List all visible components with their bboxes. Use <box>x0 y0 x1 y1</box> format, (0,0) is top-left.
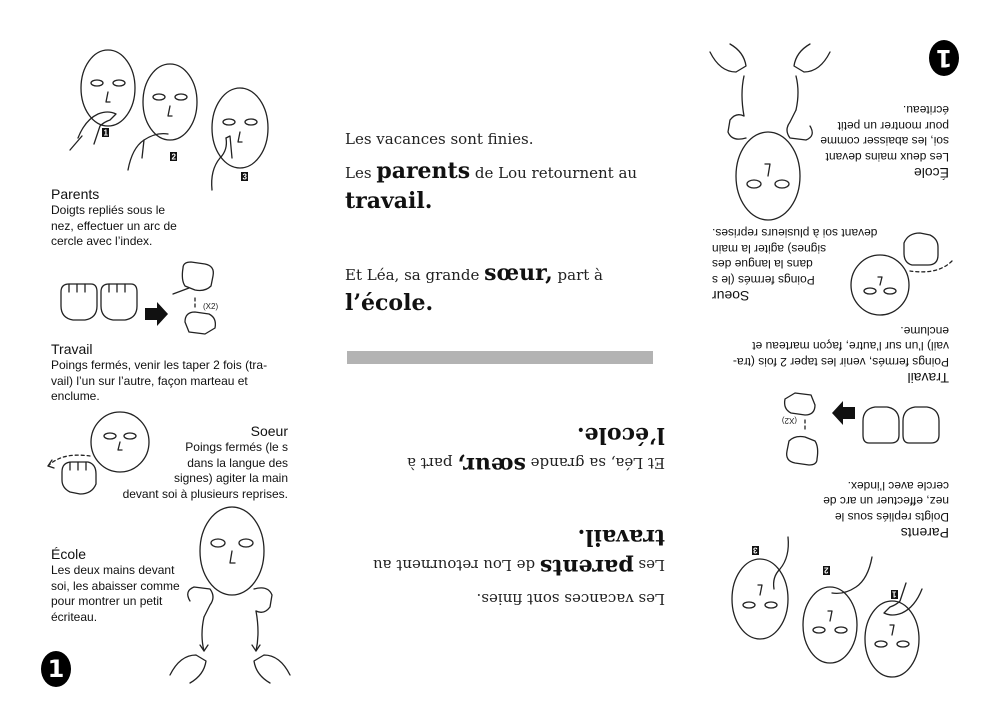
hand-sign-icon <box>61 284 137 320</box>
story-fragment: de Lou retournent au <box>372 556 540 574</box>
mask-face-icon <box>732 559 788 639</box>
soeur-description-line: signes) agiter la main <box>712 242 827 256</box>
arrow-right-icon <box>832 401 855 425</box>
travail-sign <box>717 323 949 387</box>
parents-title: Parents <box>51 186 100 202</box>
ecole-sign <box>51 546 191 625</box>
story-line <box>345 450 665 478</box>
story-fragment: de Lou retournent au <box>470 164 638 182</box>
travail-sign-illustration <box>745 393 945 465</box>
mask-face-icon <box>865 601 919 677</box>
page-number-badge: 1 <box>41 651 71 687</box>
soeur-title: Soeur <box>712 288 750 304</box>
ecole-description-line: pour montrer un petit <box>837 119 949 133</box>
travail-sign-illustration <box>55 262 255 334</box>
hand-sign-icon <box>62 462 96 494</box>
parents-description: Doigts repliés sous le nez, effectuer un arc de cercle avec l’index. <box>823 479 949 524</box>
soeur-description-line: Poings fermés (le s <box>712 273 815 287</box>
story-fragment: part à <box>407 454 458 472</box>
ecole-title: École <box>913 165 949 181</box>
hand-sign-icon <box>173 262 215 334</box>
svg-text:1: 1 <box>103 128 108 138</box>
right-sign-column-inverted <box>700 0 1000 727</box>
ecole-sign <box>809 102 949 181</box>
soeur-sign <box>110 423 288 502</box>
travail-title: Travail <box>51 341 93 357</box>
page-number-badge: 1 <box>929 40 959 76</box>
svg-text:3: 3 <box>753 545 758 555</box>
story-line: Les vacances sont finies. <box>476 590 665 608</box>
svg-text:2: 2 <box>171 152 176 162</box>
story-keyword: parents <box>539 554 634 580</box>
center-story-column <box>300 0 700 727</box>
hand-sign-icon <box>863 407 939 443</box>
left-sign-column <box>0 0 300 727</box>
travail-description: Poings fermés, venir les taper 2 fois (tra-vail) l’un sur l’autre, façon marteau et enclume. <box>51 358 268 403</box>
ecole-description-line: écriteau. <box>51 609 98 624</box>
hand-sign-icon <box>904 233 938 265</box>
svg-text:2: 2 <box>824 565 829 575</box>
story-fragment: part à <box>552 266 603 284</box>
ecole-description-line: pour montrer un petit <box>51 594 163 608</box>
parents-title: Parents <box>900 525 949 541</box>
ecole-description-line: Les deux mains devant <box>51 563 175 577</box>
story-fragment: Les <box>345 164 377 182</box>
story-line <box>345 552 665 580</box>
parents-sign <box>51 186 181 250</box>
soeur-description-line: dans la langue des <box>712 257 813 272</box>
soeur-description-line: dans la langue des <box>187 455 288 470</box>
mask-face-icon <box>200 507 264 595</box>
story-text-block <box>345 126 665 318</box>
fold-divider <box>347 351 653 364</box>
story-keyword: travail. <box>345 188 433 214</box>
mask-face-icon <box>212 88 268 168</box>
soeur-description-line: Poings fermés (le s <box>185 440 288 454</box>
story-keyword: travail. <box>577 524 665 550</box>
repeat-label: (X2) <box>781 416 797 425</box>
mask-face-icon <box>736 132 800 220</box>
arrow-right-icon <box>145 302 168 326</box>
ecole-description-line: soi, les abaisser comme <box>820 134 949 149</box>
ecole-description-line: soi, les abaisser comme <box>51 578 180 593</box>
travail-title: Travail <box>907 370 949 386</box>
svg-text:3: 3 <box>242 172 247 182</box>
ecole-description-line: écriteau. <box>902 103 949 118</box>
story-keyword: parents <box>376 158 471 184</box>
soeur-description-line: signes) agiter la main <box>173 471 288 485</box>
story-keyword: l’école. <box>576 422 665 448</box>
parents-sign-illustration <box>720 537 940 687</box>
repeat-label: (X2) <box>203 302 219 311</box>
soeur-description-line: devant soi à plusieurs reprises. <box>122 486 288 501</box>
ecole-description-line: Les deux mains devant <box>825 150 949 164</box>
travail-description: Poings fermés, venir les taper 2 fois (tra-vail) l’un sur l’autre, façon marteau et enclume. <box>732 324 949 369</box>
mask-face-icon <box>143 64 197 140</box>
story-fragment: Les <box>633 556 665 574</box>
parents-description: Doigts repliés sous le nez, effectuer un arc de cercle avec l’index. <box>51 203 177 248</box>
svg-text:1: 1 <box>892 589 897 599</box>
parents-sign <box>819 478 949 542</box>
story-keyword: sœur, <box>484 260 553 286</box>
hand-sign-icon <box>785 393 818 465</box>
soeur-description-line: devant soi à plusieurs reprises. <box>712 226 878 241</box>
story-keyword: l’école. <box>345 290 434 316</box>
story-line: Les vacances sont finies. <box>345 130 534 148</box>
story-line <box>345 260 665 288</box>
soeur-title: Soeur <box>250 423 288 439</box>
story-line <box>345 158 665 186</box>
story-fragment: Et Léa, sa grande <box>345 266 485 284</box>
ecole-title: École <box>51 546 87 562</box>
mask-face-icon <box>803 587 857 663</box>
story-keyword: sœur, <box>457 452 526 478</box>
story-text-block-inverted <box>345 420 665 612</box>
soeur-sign <box>712 225 890 304</box>
mask-face-icon <box>81 50 135 126</box>
story-fragment: Et Léa, sa grande <box>525 454 665 472</box>
parents-sign-illustration <box>60 40 280 190</box>
travail-sign <box>51 341 283 405</box>
